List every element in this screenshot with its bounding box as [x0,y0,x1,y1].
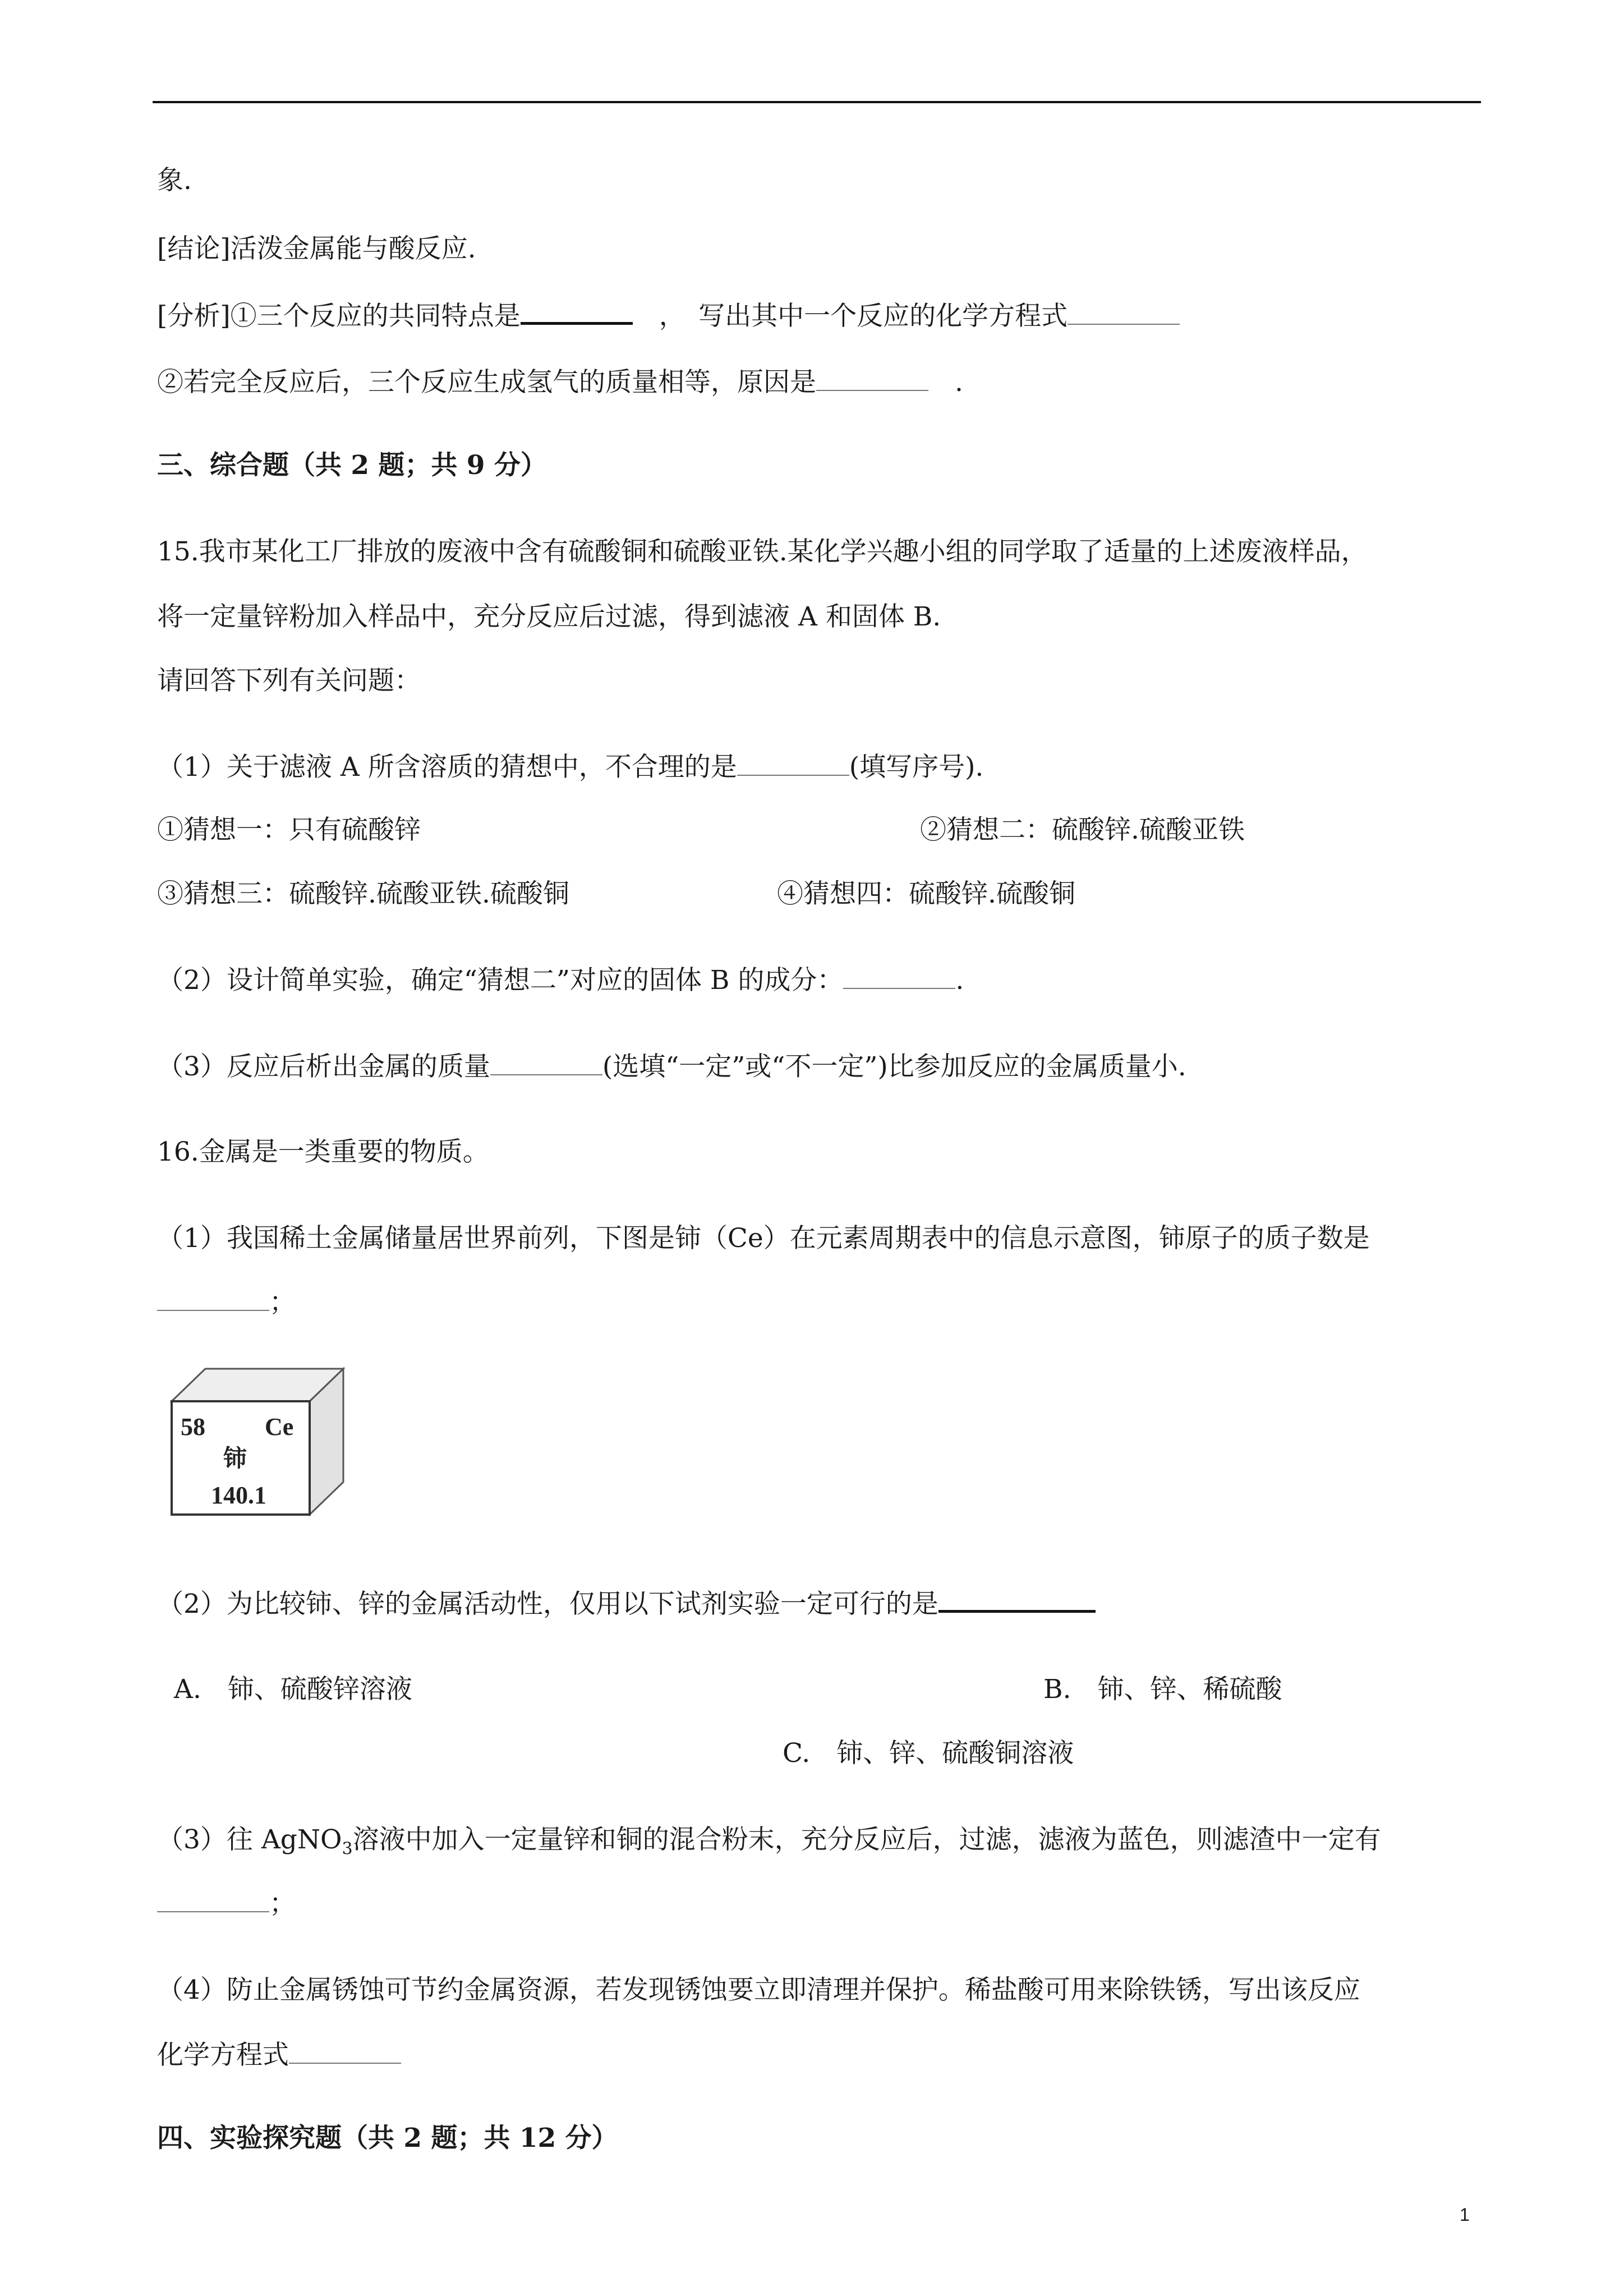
answer-blank[interactable] [157,1889,269,1912]
q15-sub-1: （1）关于滤液 A 所含溶质的猜想中，不合理的是 (填写序号). [157,752,984,783]
q15-sub-3: （3）反应后析出金属的质量 (选填“一定”或“不一定”)比参加反应的金属质量小. [157,1051,1186,1082]
guess-1: ①猜想一：只有硫酸锌 [157,815,421,845]
answer-blank[interactable] [157,1287,269,1311]
answer-blank[interactable] [289,2040,401,2064]
option-c: C. 铈、锌、硫酸铜溶液 [783,1738,1074,1769]
q16-sub-4-line-2: 化学方程式 [157,2039,401,2072]
q16-sub-4-line-1: （4）防止金属锈蚀可节约金属资源，若发现锈蚀要立即清理并保护。稀盐酸可用来除铁锈，写出该反应 [157,1975,1360,2005]
q16-sub-2: （2）为比较铈、锌的金属活动性，仅用以下试剂实验一定可行的是 [157,1588,1096,1621]
q15-line-2: 将一定量锌粉加入样品中，充分反应后过滤，得到滤液 A 和固体 B. [157,601,941,632]
element-name: 铈 [223,1444,247,1472]
continued-text: 象. [157,165,192,196]
cerium-element-card [168,1365,348,1517]
element-card-graphic [168,1365,348,1517]
answer-blank[interactable] [737,752,849,776]
atomic-number: 58 [181,1413,205,1441]
option-b: B. 铈、锌、稀硫酸 [1043,1674,1282,1705]
answer-blank[interactable] [938,1588,1096,1613]
q15-line-3: 请回答下列有关问题： [157,665,421,696]
answer-blank[interactable] [490,1052,602,1075]
atomic-mass: 140.1 [211,1481,266,1509]
answer-blank[interactable] [843,965,955,989]
header-rule [153,101,1481,103]
guess-4: ④猜想四：硫酸锌.硫酸铜 [777,878,1075,909]
section-4-title: 四、实验探究题（共 2 题；共 12 分） [157,2123,618,2154]
analysis-line-1: [分析]①三个反应的共同特点是 ， 写出其中一个反应的化学方程式 [157,300,1180,333]
page-number: 1 [1460,2205,1470,2225]
q16-sub-1-line-2: ； [157,1286,296,1319]
q16-sub-3-line-1: （3）往 AgNO$_3$溶液中加入一定量锌和铜的混合粉末，充分反应后，过滤，滤液为蓝色，则滤渣中一定有 [157,1824,1381,1859]
analysis-line-2: ②若完全反应后，三个反应生成氢气的质量相等，原因是 . [157,367,963,398]
answer-blank[interactable] [1068,301,1180,325]
section-3-title: 三、综合题（共 2 题；共 9 分） [157,450,547,481]
q16-sub-3-line-2: ； [157,1887,296,1921]
option-a: A. 铈、硫酸锌溶液 [174,1674,412,1705]
conclusion-text: [结论]活泼金属能与酸反应. [157,233,476,264]
q16-sub-1-line-1: （1）我国稀土金属储量居世界前列，下图是铈（Ce）在元素周期表中的信息示意图，铈原子的质子数是 [157,1223,1370,1254]
element-symbol: Ce [265,1413,294,1441]
q15-sub-2: （2）设计简单实验，确定“猜想二”对应的固体 B 的成分： . [157,965,964,996]
q15-line-1: 15.我市某化工厂排放的废液中含有硫酸铜和硫酸亚铁.某化学兴趣小组的同学取了适量的上述废液样品， [157,536,1368,567]
guess-2: ②猜想二：硫酸锌.硫酸亚铁 [920,815,1245,845]
answer-blank[interactable] [816,367,928,391]
q16-title: 16.金属是一类重要的物质。 [157,1137,489,1167]
guess-3: ③猜想三：硫酸锌.硫酸亚铁.硫酸铜 [157,878,569,909]
answer-blank[interactable] [521,300,633,325]
